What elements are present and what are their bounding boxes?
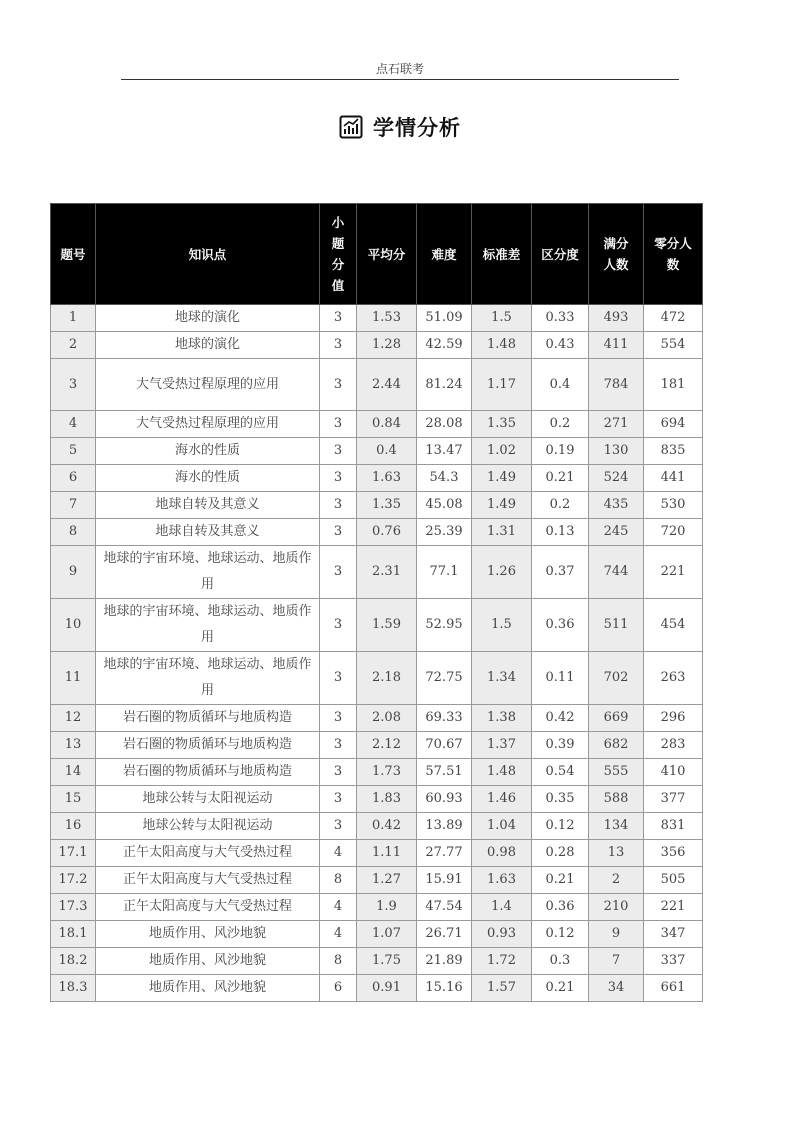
full-score-count-cell: 13 [589,840,644,867]
zero-score-count-cell: 661 [644,975,703,1002]
question-no-cell: 8 [51,519,96,546]
discrimination-cell: 0.35 [532,786,589,813]
full-score-count-cell: 134 [589,813,644,840]
item-analysis-table [50,203,703,1002]
knowledge-point-cell: 岩石圈的物质循环与地质构造 [96,759,320,786]
difficulty-cell: 13.47 [417,438,472,465]
zero-score-count-cell: 221 [644,546,703,599]
difficulty-cell: 77.1 [417,546,472,599]
zero-score-count-cell: 263 [644,652,703,705]
difficulty-cell: 47.54 [417,894,472,921]
zero-score-count-cell: 720 [644,519,703,546]
knowledge-point-cell: 地球的宇宙环境、地球运动、地质作用 [96,546,320,599]
item-score-cell: 3 [320,813,357,840]
knowledge-point-cell: 地质作用、风沙地貌 [96,921,320,948]
item-score-cell: 4 [320,840,357,867]
full-score-count-cell: 493 [589,305,644,332]
average-score-cell: 2.12 [357,732,417,759]
std-dev-cell: 1.04 [472,813,532,840]
zero-score-count-cell: 296 [644,705,703,732]
knowledge-point-cell: 大气受热过程原理的应用 [96,359,320,411]
zero-score-count-cell: 181 [644,359,703,411]
table-row [51,411,703,438]
section-title: 学情分析 [373,116,461,140]
knowledge-point-cell: 大气受热过程原理的应用 [96,411,320,438]
table-row [51,894,703,921]
item-score-cell: 3 [320,305,357,332]
question-no-cell: 12 [51,705,96,732]
item-score-cell: 3 [320,786,357,813]
std-dev-cell: 1.26 [472,546,532,599]
std-dev-cell: 1.49 [472,492,532,519]
table-row [51,305,703,332]
std-dev-cell: 1.4 [472,894,532,921]
average-score-cell: 1.11 [357,840,417,867]
average-score-cell: 0.76 [357,519,417,546]
question-no-cell: 3 [51,359,96,411]
full-score-count-cell: 682 [589,732,644,759]
table-row [51,867,703,894]
difficulty-cell: 26.71 [417,921,472,948]
zero-score-count-cell: 337 [644,948,703,975]
question-no-cell: 10 [51,599,96,652]
discrimination-cell: 0.21 [532,465,589,492]
discrimination-cell: 0.39 [532,732,589,759]
average-score-cell: 1.27 [357,867,417,894]
header-line: 标准差 [482,246,521,262]
discrimination-cell: 0.33 [532,305,589,332]
question-no-cell: 11 [51,652,96,705]
difficulty-cell: 15.91 [417,867,472,894]
knowledge-point-cell: 地质作用、风沙地貌 [96,948,320,975]
full-score-count-cell: 2 [589,867,644,894]
zero-score-count-cell: 454 [644,599,703,652]
std-dev-cell: 1.49 [472,465,532,492]
average-score-cell: 1.63 [357,465,417,492]
knowledge-point-cell: 地球自转及其意义 [96,519,320,546]
header-line: 分 [331,257,345,272]
difficulty-cell: 15.16 [417,975,472,1002]
difficulty-cell: 45.08 [417,492,472,519]
header-line: 零分人 [654,236,692,251]
full-score-count-cell: 588 [589,786,644,813]
std-dev-cell: 1.48 [472,332,532,359]
question-no-cell: 2 [51,332,96,359]
header-line: 区分度 [541,246,579,262]
question-no-cell: 6 [51,465,96,492]
col-question-no-header [51,204,96,305]
zero-score-count-cell: 221 [644,894,703,921]
page-header-title: 点石联考 [375,62,424,76]
full-score-count-cell: 130 [589,438,644,465]
col-zero-score-count-header [644,204,703,305]
full-score-count-cell: 210 [589,894,644,921]
item-score-cell: 3 [320,732,357,759]
average-score-cell: 1.9 [357,894,417,921]
full-score-count-cell: 7 [589,948,644,975]
discrimination-cell: 0.36 [532,894,589,921]
item-score-cell: 4 [320,894,357,921]
section-heading [0,112,800,142]
item-score-cell: 8 [320,867,357,894]
table-row [51,438,703,465]
average-score-cell: 0.91 [357,975,417,1002]
item-score-cell: 6 [320,975,357,1002]
average-score-cell: 2.18 [357,652,417,705]
question-no-cell: 13 [51,732,96,759]
table-row [51,359,703,411]
knowledge-point-cell: 地球的演化 [96,305,320,332]
zero-score-count-cell: 377 [644,786,703,813]
knowledge-point-cell: 地质作用、风沙地貌 [96,975,320,1002]
col-knowledge-point-header [96,204,320,305]
zero-score-count-cell: 694 [644,411,703,438]
difficulty-cell: 69.33 [417,705,472,732]
std-dev-cell: 1.57 [472,975,532,1002]
item-score-cell: 3 [320,705,357,732]
table-header-row [51,204,703,305]
discrimination-cell: 0.19 [532,438,589,465]
difficulty-cell: 81.24 [417,359,472,411]
discrimination-cell: 0.21 [532,975,589,1002]
item-score-cell: 3 [320,546,357,599]
std-dev-cell: 1.34 [472,652,532,705]
question-no-cell: 1 [51,305,96,332]
col-std-dev-header [472,204,532,305]
full-score-count-cell: 555 [589,759,644,786]
full-score-count-cell: 271 [589,411,644,438]
average-score-cell: 1.83 [357,786,417,813]
full-score-count-cell: 511 [589,599,644,652]
question-no-cell: 9 [51,546,96,599]
question-no-cell: 18.1 [51,921,96,948]
header-line: 难度 [431,246,457,262]
knowledge-point-cell: 地球公转与太阳视运动 [96,813,320,840]
discrimination-cell: 0.28 [532,840,589,867]
item-score-cell: 3 [320,519,357,546]
table-row [51,732,703,759]
average-score-cell: 1.73 [357,759,417,786]
zero-score-count-cell: 472 [644,305,703,332]
question-no-cell: 16 [51,813,96,840]
average-score-cell: 2.08 [357,705,417,732]
header-line: 平均分 [367,246,406,262]
std-dev-cell: 1.5 [472,305,532,332]
table-row [51,921,703,948]
average-score-cell: 1.35 [357,492,417,519]
col-discrimination-header [532,204,589,305]
zero-score-count-cell: 835 [644,438,703,465]
std-dev-cell: 1.37 [472,732,532,759]
discrimination-cell: 0.2 [532,492,589,519]
header-line: 数 [666,257,680,272]
knowledge-point-cell: 地球的宇宙环境、地球运动、地质作用 [96,599,320,652]
discrimination-cell: 0.43 [532,332,589,359]
item-score-cell: 8 [320,948,357,975]
header-line: 满分 [603,236,629,251]
average-score-cell: 1.75 [357,948,417,975]
discrimination-cell: 0.36 [532,599,589,652]
discrimination-cell: 0.11 [532,652,589,705]
zero-score-count-cell: 441 [644,465,703,492]
std-dev-cell: 1.48 [472,759,532,786]
table-row [51,840,703,867]
full-score-count-cell: 744 [589,546,644,599]
item-score-cell: 4 [320,921,357,948]
std-dev-cell: 1.02 [472,438,532,465]
zero-score-count-cell: 410 [644,759,703,786]
question-no-cell: 17.2 [51,867,96,894]
header-line: 题 [331,236,345,251]
discrimination-cell: 0.4 [532,359,589,411]
full-score-count-cell: 435 [589,492,644,519]
col-full-score-count-header [589,204,644,305]
table-row [51,948,703,975]
full-score-count-cell: 245 [589,519,644,546]
item-score-cell: 3 [320,332,357,359]
std-dev-cell: 1.35 [472,411,532,438]
difficulty-cell: 57.51 [417,759,472,786]
table-row [51,492,703,519]
col-item-score-header [320,204,357,305]
chart-report-icon [339,115,363,139]
std-dev-cell: 0.93 [472,921,532,948]
std-dev-cell: 0.98 [472,840,532,867]
discrimination-cell: 0.2 [532,411,589,438]
knowledge-point-cell: 地球公转与太阳视运动 [96,786,320,813]
difficulty-cell: 42.59 [417,332,472,359]
table-row [51,519,703,546]
knowledge-point-cell: 地球自转及其意义 [96,492,320,519]
discrimination-cell: 0.3 [532,948,589,975]
std-dev-cell: 1.31 [472,519,532,546]
full-score-count-cell: 669 [589,705,644,732]
table-row [51,975,703,1002]
average-score-cell: 2.31 [357,546,417,599]
knowledge-point-cell: 地球的演化 [96,332,320,359]
item-score-cell: 3 [320,411,357,438]
table-row [51,705,703,732]
std-dev-cell: 1.17 [472,359,532,411]
table-row [51,759,703,786]
header-line: 知识点 [188,246,227,262]
difficulty-cell: 70.67 [417,732,472,759]
table-row [51,465,703,492]
header-divider [121,79,679,80]
knowledge-point-cell: 正午太阳高度与大气受热过程 [96,867,320,894]
item-score-cell: 3 [320,652,357,705]
full-score-count-cell: 34 [589,975,644,1002]
question-no-cell: 14 [51,759,96,786]
std-dev-cell: 1.38 [472,705,532,732]
average-score-cell: 1.59 [357,599,417,652]
knowledge-point-cell: 岩石圈的物质循环与地质构造 [96,732,320,759]
discrimination-cell: 0.54 [532,759,589,786]
table-row [51,599,703,652]
zero-score-count-cell: 554 [644,332,703,359]
full-score-count-cell: 9 [589,921,644,948]
full-score-count-cell: 784 [589,359,644,411]
header-line: 值 [331,278,345,293]
zero-score-count-cell: 831 [644,813,703,840]
discrimination-cell: 0.12 [532,921,589,948]
table-row [51,546,703,599]
discrimination-cell: 0.37 [532,546,589,599]
discrimination-cell: 0.13 [532,519,589,546]
knowledge-point-cell: 正午太阳高度与大气受热过程 [96,894,320,921]
item-score-cell: 3 [320,759,357,786]
header-line: 人数 [603,257,629,272]
difficulty-cell: 72.75 [417,652,472,705]
question-no-cell: 7 [51,492,96,519]
item-score-cell: 3 [320,438,357,465]
discrimination-cell: 0.42 [532,705,589,732]
zero-score-count-cell: 347 [644,921,703,948]
average-score-cell: 2.44 [357,359,417,411]
header-line: 题号 [60,246,86,262]
zero-score-count-cell: 530 [644,492,703,519]
difficulty-cell: 28.08 [417,411,472,438]
table-row [51,332,703,359]
knowledge-point-cell: 正午太阳高度与大气受热过程 [96,840,320,867]
item-score-cell: 3 [320,465,357,492]
std-dev-cell: 1.5 [472,599,532,652]
question-no-cell: 15 [51,786,96,813]
difficulty-cell: 52.95 [417,599,472,652]
difficulty-cell: 21.89 [417,948,472,975]
full-score-count-cell: 411 [589,332,644,359]
difficulty-cell: 13.89 [417,813,472,840]
average-score-cell: 1.07 [357,921,417,948]
discrimination-cell: 0.21 [532,867,589,894]
std-dev-cell: 1.72 [472,948,532,975]
question-no-cell: 18.2 [51,948,96,975]
table-row [51,652,703,705]
item-score-cell: 3 [320,492,357,519]
average-score-cell: 1.53 [357,305,417,332]
knowledge-point-cell: 海水的性质 [96,465,320,492]
col-difficulty-header [417,204,472,305]
header-line: 小 [331,215,345,230]
difficulty-cell: 51.09 [417,305,472,332]
question-no-cell: 4 [51,411,96,438]
average-score-cell: 0.42 [357,813,417,840]
average-score-cell: 0.4 [357,438,417,465]
zero-score-count-cell: 283 [644,732,703,759]
question-no-cell: 18.3 [51,975,96,1002]
difficulty-cell: 25.39 [417,519,472,546]
zero-score-count-cell: 505 [644,867,703,894]
discrimination-cell: 0.12 [532,813,589,840]
table-row [51,813,703,840]
col-average-header [357,204,417,305]
knowledge-point-cell: 地球的宇宙环境、地球运动、地质作用 [96,652,320,705]
table-row [51,786,703,813]
item-score-cell: 3 [320,599,357,652]
std-dev-cell: 1.46 [472,786,532,813]
zero-score-count-cell: 356 [644,840,703,867]
full-score-count-cell: 524 [589,465,644,492]
difficulty-cell: 60.93 [417,786,472,813]
average-score-cell: 0.84 [357,411,417,438]
std-dev-cell: 1.63 [472,867,532,894]
question-no-cell: 17.3 [51,894,96,921]
difficulty-cell: 54.3 [417,465,472,492]
average-score-cell: 1.28 [357,332,417,359]
item-score-cell: 3 [320,359,357,411]
knowledge-point-cell: 海水的性质 [96,438,320,465]
question-no-cell: 17.1 [51,840,96,867]
difficulty-cell: 27.77 [417,840,472,867]
full-score-count-cell: 702 [589,652,644,705]
knowledge-point-cell: 岩石圈的物质循环与地质构造 [96,705,320,732]
question-no-cell: 5 [51,438,96,465]
